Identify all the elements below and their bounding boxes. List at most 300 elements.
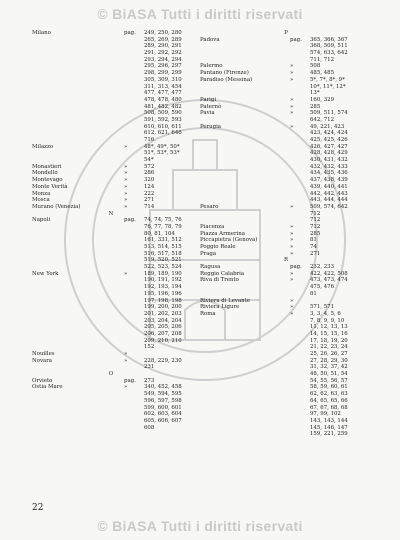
index-continuation bbox=[200, 197, 372, 204]
page-references: 320 bbox=[144, 177, 155, 184]
index-continuation bbox=[32, 43, 190, 50]
page-references: 443, 444, 444 bbox=[310, 197, 348, 204]
page-references: 477, 477, 477 bbox=[144, 90, 182, 97]
index-continuation bbox=[200, 170, 372, 177]
page-marker: » bbox=[124, 190, 128, 197]
index-entry bbox=[32, 271, 190, 278]
page-references: 368, 509, 511 bbox=[310, 43, 348, 50]
page-references: 13* bbox=[310, 90, 320, 97]
page-references: 249, 250, 280 bbox=[144, 30, 182, 36]
page-marker: » bbox=[124, 183, 128, 190]
page-references: 3, 3, 4, 5, 6 bbox=[310, 310, 341, 317]
index-continuation bbox=[32, 50, 190, 57]
page-marker: » bbox=[290, 76, 294, 83]
index-continuation bbox=[32, 244, 190, 251]
index-continuation bbox=[32, 391, 190, 398]
page-references: 97, 99, 102 bbox=[310, 411, 341, 418]
page-references: 286 bbox=[144, 170, 155, 177]
page-references: 712 bbox=[310, 217, 321, 224]
place-name: Palermo bbox=[200, 63, 223, 70]
index-continuation bbox=[200, 144, 372, 151]
index-continuation bbox=[32, 291, 190, 298]
page-references: 428, 428, 429 bbox=[310, 150, 348, 157]
index-continuation bbox=[200, 358, 372, 365]
page-references: 509, 574, 642 bbox=[310, 203, 348, 210]
index-continuation bbox=[200, 150, 372, 157]
page-references: 160, 329 bbox=[310, 96, 335, 103]
index-entry bbox=[32, 384, 190, 391]
page-references: 712 bbox=[310, 210, 321, 217]
place-name: Riviera di Levante bbox=[200, 297, 250, 304]
index-entry bbox=[32, 144, 190, 151]
index-entry bbox=[32, 30, 190, 37]
page-marker: » bbox=[290, 244, 294, 250]
page-references: 608 bbox=[144, 424, 155, 431]
place-name: Napoli bbox=[32, 217, 51, 224]
index-continuation bbox=[200, 157, 372, 164]
page-references: 17, 18, 19, 20 bbox=[310, 337, 348, 344]
index-continuation bbox=[200, 291, 372, 298]
page-marker: » bbox=[290, 297, 294, 304]
page-references: 422, 422, 508 bbox=[310, 270, 348, 277]
page-references: 232, 233 bbox=[310, 264, 335, 271]
page-references: 49, 221, 423 bbox=[310, 123, 345, 130]
page-marker: » bbox=[290, 63, 294, 70]
page-references: 203, 204, 204 bbox=[144, 317, 182, 324]
index-continuation bbox=[32, 37, 190, 44]
page-references: 571, 571 bbox=[310, 304, 335, 311]
place-name: Riva di Trento bbox=[200, 277, 239, 284]
page-references: 591, 592, 593 bbox=[144, 116, 182, 123]
index-entry bbox=[32, 191, 190, 198]
page-marker: » bbox=[290, 230, 294, 237]
index-entry bbox=[200, 204, 372, 211]
index-continuation bbox=[32, 405, 190, 412]
place-name: Ostia Mare bbox=[32, 384, 63, 391]
index-continuation bbox=[200, 57, 372, 64]
page-references: 285 bbox=[310, 103, 321, 110]
index-continuation bbox=[200, 378, 372, 385]
page-references: 549, 594, 595 bbox=[144, 391, 182, 398]
page-references: 81 bbox=[310, 290, 317, 297]
page-references: 206, 207, 208 bbox=[144, 330, 182, 337]
page-references: 21, 22, 23, 24 bbox=[310, 344, 348, 351]
page-references: 365, 366, 367 bbox=[310, 36, 348, 43]
index-continuation bbox=[32, 70, 190, 77]
place-name: Milazzo bbox=[32, 143, 54, 150]
page-references: 195, 196, 196 bbox=[144, 290, 182, 297]
page-references: 265, 269, 289 bbox=[144, 36, 182, 43]
place-name: Reggio Calabria bbox=[200, 270, 245, 277]
index-continuation bbox=[200, 90, 372, 97]
index-continuation bbox=[32, 84, 190, 91]
page-marker: » bbox=[290, 70, 294, 77]
page-references: 159, 221, 259 bbox=[310, 431, 348, 438]
index-entry bbox=[32, 204, 190, 211]
index-entry bbox=[32, 164, 190, 171]
watermark-bottom: © BiASA Tutti i diritti riservati bbox=[97, 518, 303, 534]
page-references: 54* bbox=[144, 157, 154, 164]
index-entry bbox=[32, 217, 190, 224]
page-references: 199, 200, 200 bbox=[144, 304, 182, 311]
page-references: 716 bbox=[144, 137, 155, 143]
page-marker: » bbox=[290, 304, 294, 311]
index-entry bbox=[200, 304, 372, 311]
page-references: 481, 482, 482 bbox=[144, 103, 182, 110]
index-entry bbox=[32, 197, 190, 204]
page-marker: pag. bbox=[124, 30, 136, 36]
index-continuation bbox=[32, 150, 190, 157]
page-references: 5*, 7*, 8*, 9* bbox=[310, 76, 345, 83]
index-continuation bbox=[200, 130, 372, 137]
place-name: Parigi bbox=[200, 96, 217, 103]
page-references: 80, 81, 104 bbox=[144, 230, 175, 237]
index-continuation bbox=[200, 184, 372, 191]
page-references: 161, 331, 512 bbox=[144, 237, 182, 244]
place-name: Montevago bbox=[32, 177, 63, 184]
page-marker: » bbox=[124, 177, 128, 184]
page-references: 574, 633, 642 bbox=[310, 50, 348, 57]
page-references: 513, 514, 515 bbox=[144, 244, 182, 250]
page-references: 642, 712 bbox=[310, 116, 335, 123]
place-name: Pantano (Firenze) bbox=[200, 70, 249, 77]
index-entry bbox=[32, 351, 190, 358]
section-letter: P bbox=[284, 30, 288, 36]
page-references: 434, 435, 436 bbox=[310, 170, 348, 177]
page-references: 610, 610, 611 bbox=[144, 123, 182, 130]
page-marker: » bbox=[290, 96, 294, 103]
page-marker: » bbox=[124, 351, 128, 357]
index-continuation bbox=[32, 364, 190, 371]
page-references: 519, 520, 521 bbox=[144, 257, 182, 264]
page-references: 432, 432, 433 bbox=[310, 163, 348, 170]
place-name: Roma bbox=[200, 310, 216, 317]
page-references: 508, 509, 590 bbox=[144, 110, 182, 117]
page-references: 298, 299, 299 bbox=[144, 70, 182, 77]
page-marker: pag. bbox=[290, 36, 302, 43]
index-continuation bbox=[200, 371, 372, 378]
section-letter: O bbox=[108, 371, 114, 378]
index-continuation bbox=[32, 77, 190, 84]
index-continuation bbox=[32, 157, 190, 164]
page-marker: » bbox=[290, 250, 294, 257]
index-continuation bbox=[32, 418, 190, 425]
page-marker: » bbox=[290, 237, 294, 244]
place-name: Piacenza bbox=[200, 223, 225, 230]
index-entry bbox=[200, 124, 372, 131]
page-number: 22 bbox=[32, 503, 44, 513]
page-references: 602, 603, 604 bbox=[144, 411, 182, 418]
index-continuation bbox=[200, 338, 372, 345]
place-name: Milano bbox=[32, 30, 51, 36]
index-continuation bbox=[32, 344, 190, 351]
page-marker: » bbox=[124, 143, 128, 150]
index-continuation bbox=[32, 338, 190, 345]
page-references: 437, 438, 439 bbox=[310, 177, 348, 184]
index-continuation bbox=[32, 311, 190, 318]
index-continuation bbox=[32, 97, 190, 104]
index-continuation bbox=[200, 391, 372, 398]
index-entry bbox=[32, 378, 190, 385]
page-references: 228, 229, 230 bbox=[144, 357, 182, 364]
index-continuation bbox=[200, 43, 372, 50]
page-references: 439, 440, 441 bbox=[310, 183, 348, 190]
page-references: 430, 431, 432 bbox=[310, 157, 348, 164]
page-references: 712 bbox=[310, 223, 321, 230]
index-continuation bbox=[32, 284, 190, 291]
page-references: 485, 485 bbox=[310, 70, 335, 77]
index-entry bbox=[200, 37, 372, 44]
page-marker: » bbox=[290, 270, 294, 277]
page-marker: » bbox=[124, 384, 128, 391]
page-marker: » bbox=[290, 110, 294, 117]
place-name: Murano (Venezia) bbox=[32, 203, 81, 210]
page-references: 273 bbox=[144, 377, 155, 384]
place-name: Piazza Armerina bbox=[200, 230, 245, 237]
place-name: Pesaro bbox=[200, 203, 219, 210]
page-references: 64, 65, 65, 66 bbox=[310, 397, 348, 404]
page-references: 605, 606, 607 bbox=[144, 417, 182, 424]
index-continuation bbox=[200, 84, 372, 91]
page-references: 48, 50, 51, 54 bbox=[310, 371, 348, 378]
index-entry bbox=[200, 224, 372, 231]
index-entry bbox=[200, 110, 372, 117]
place-name: Novara bbox=[32, 357, 53, 364]
page-marker: » bbox=[290, 310, 294, 317]
page-references: 340, 452, 458 bbox=[144, 384, 182, 391]
page-marker: pag. bbox=[124, 217, 136, 224]
index-continuation bbox=[32, 298, 190, 305]
place-name: Paternò bbox=[200, 103, 222, 110]
index-entry bbox=[200, 277, 372, 284]
index-continuation bbox=[200, 384, 372, 391]
page-references: 190, 191, 192 bbox=[144, 277, 182, 284]
index-continuation bbox=[200, 351, 372, 358]
index-entry bbox=[200, 271, 372, 278]
index-continuation bbox=[32, 304, 190, 311]
index-entry bbox=[200, 104, 372, 111]
place-name: Riviera Ligure bbox=[200, 304, 240, 311]
page-references: 289, 290, 291 bbox=[144, 43, 182, 50]
index-continuation bbox=[32, 264, 190, 271]
index-entry bbox=[200, 97, 372, 104]
index-continuation bbox=[200, 405, 372, 412]
index-continuation bbox=[32, 117, 190, 124]
index-continuation bbox=[200, 418, 372, 425]
page-references: 67, 67, 68, 68 bbox=[310, 404, 348, 411]
place-name: New York bbox=[32, 270, 59, 277]
index-continuation bbox=[32, 318, 190, 325]
page-references: 271 bbox=[144, 197, 155, 204]
place-name: Padova bbox=[200, 36, 220, 43]
page-references: 293, 294, 294 bbox=[144, 56, 182, 63]
index-entry bbox=[200, 237, 372, 244]
page-marker: » bbox=[290, 223, 294, 230]
page-marker: » bbox=[124, 357, 128, 364]
page-references: 599, 600, 601 bbox=[144, 404, 182, 411]
page-references: 201, 202, 203 bbox=[144, 310, 182, 317]
index-continuation bbox=[32, 277, 190, 284]
page-references: 51*, 53*, 53* bbox=[144, 150, 180, 157]
index-entry bbox=[32, 170, 190, 177]
page-references: 425, 425, 426 bbox=[310, 137, 348, 143]
place-name: Pavia bbox=[200, 110, 215, 117]
page-references: 711, 712 bbox=[310, 56, 335, 63]
page-references: 74 bbox=[310, 244, 317, 250]
index-entry bbox=[32, 184, 190, 191]
index-continuation bbox=[32, 257, 190, 264]
page-references: 54, 55, 56, 57 bbox=[310, 377, 348, 384]
index-entry bbox=[200, 298, 372, 305]
page-references: 27, 28, 29, 30 bbox=[310, 357, 348, 364]
place-name: Poggio Reale bbox=[200, 244, 236, 250]
page-marker: » bbox=[124, 197, 128, 204]
place-name: Orvieto bbox=[32, 377, 53, 384]
page-references: 145, 146, 147 bbox=[310, 424, 348, 431]
index-column-right bbox=[200, 30, 372, 438]
index-continuation bbox=[32, 425, 190, 432]
place-name: Mosca bbox=[32, 197, 50, 204]
page-references: 31, 32, 37, 42 bbox=[310, 364, 348, 371]
page-references: 612, 621, 646 bbox=[144, 130, 182, 137]
page-references: 197, 198, 198 bbox=[144, 297, 182, 304]
page-references: 209, 210, 210 bbox=[144, 337, 182, 344]
page-references: 76, 77, 78, 79 bbox=[144, 223, 182, 230]
page-references: 516, 517, 518 bbox=[144, 250, 182, 257]
page-references: 442, 442, 443 bbox=[310, 190, 348, 197]
page-marker: » bbox=[290, 203, 294, 210]
page-references: 11, 12, 13, 13 bbox=[310, 324, 348, 331]
page-marker: pag. bbox=[124, 377, 136, 384]
place-name: Piccapietra (Genova) bbox=[200, 237, 258, 244]
index-continuation bbox=[200, 431, 372, 438]
index-column-left bbox=[32, 30, 190, 431]
place-name: Praga bbox=[200, 250, 217, 257]
page-references: 423, 424, 424 bbox=[310, 130, 348, 137]
page-references: 192, 193, 194 bbox=[144, 284, 182, 291]
page-references: 124 bbox=[144, 183, 155, 190]
index-continuation bbox=[200, 50, 372, 57]
index-entry bbox=[200, 251, 372, 258]
index-entry bbox=[200, 311, 372, 318]
page-marker: » bbox=[124, 163, 128, 170]
page-references: 295, 296, 297 bbox=[144, 63, 182, 70]
index-continuation bbox=[32, 104, 190, 111]
index-continuation bbox=[32, 124, 190, 131]
page-marker: » bbox=[290, 277, 294, 284]
index-entry bbox=[32, 177, 190, 184]
page-marker: » bbox=[124, 203, 128, 210]
index-entry bbox=[200, 264, 372, 271]
place-name: Nouilles bbox=[32, 351, 55, 357]
page-references: 7, 8, 9, 9, 10 bbox=[310, 317, 345, 324]
place-name: Monza bbox=[32, 190, 51, 197]
page-marker: » bbox=[290, 123, 294, 130]
index-entry bbox=[32, 358, 190, 365]
page-references: 473, 473, 474 bbox=[310, 277, 348, 284]
index-continuation bbox=[200, 331, 372, 338]
index-continuation bbox=[32, 231, 190, 238]
page-references: 14, 15, 15, 16 bbox=[310, 330, 348, 337]
place-name: Ragusa bbox=[200, 264, 221, 271]
page-marker: » bbox=[124, 170, 128, 177]
place-name: Mondello bbox=[32, 170, 58, 177]
page-references: 48*, 49*, 50* bbox=[144, 143, 180, 150]
index-entry bbox=[200, 77, 372, 84]
page-references: 58, 59, 60, 61 bbox=[310, 384, 348, 391]
page-references: 714 bbox=[144, 203, 155, 210]
page-references: 285 bbox=[310, 230, 321, 237]
page-references: 231 bbox=[144, 364, 155, 371]
page-references: 475, 476 bbox=[310, 284, 335, 291]
index-continuation bbox=[32, 130, 190, 137]
page-references: 596, 597, 598 bbox=[144, 397, 182, 404]
index-entry bbox=[200, 244, 372, 251]
page-references: 62, 62, 63, 63 bbox=[310, 391, 348, 398]
index-continuation bbox=[32, 411, 190, 418]
index-continuation bbox=[200, 425, 372, 432]
index-continuation bbox=[32, 224, 190, 231]
index-continuation bbox=[200, 318, 372, 325]
page-references: 152 bbox=[144, 344, 155, 351]
index-continuation bbox=[200, 344, 372, 351]
watermark-top: © BiASA Tutti i diritti riservati bbox=[97, 6, 303, 22]
page-marker: pag. bbox=[290, 264, 302, 271]
index-entry bbox=[200, 70, 372, 77]
page-references: 478, 478, 480 bbox=[144, 96, 182, 103]
page-references: 522, 523, 524 bbox=[144, 264, 182, 271]
index-continuation bbox=[32, 251, 190, 258]
index-continuation bbox=[32, 110, 190, 117]
place-name: Monastieri bbox=[32, 163, 62, 170]
index-continuation bbox=[32, 90, 190, 97]
index-continuation bbox=[32, 398, 190, 405]
page-references: 143, 143, 144 bbox=[310, 417, 348, 424]
section-letter: N bbox=[108, 210, 114, 217]
page-references: 74, 74, 75, 76 bbox=[144, 217, 182, 224]
page-references: 25, 26, 26, 27 bbox=[310, 351, 348, 357]
page-references: 10*, 11*, 12* bbox=[310, 83, 346, 90]
page-references: 222 bbox=[144, 190, 155, 197]
index-continuation bbox=[200, 398, 372, 405]
index-continuation bbox=[200, 284, 372, 291]
page-references: 81 bbox=[310, 237, 317, 244]
page-references: 572 bbox=[144, 163, 155, 170]
index-continuation bbox=[32, 63, 190, 70]
index-continuation bbox=[200, 364, 372, 371]
page-references: 271 bbox=[310, 250, 321, 257]
index-continuation bbox=[32, 237, 190, 244]
index-continuation bbox=[32, 137, 190, 144]
place-name: Paradiso (Messina) bbox=[200, 76, 253, 83]
index-continuation bbox=[200, 117, 372, 124]
section-letter: R bbox=[283, 257, 289, 264]
page-references: 189, 189, 190 bbox=[144, 270, 182, 277]
page-references: 311, 313, 454 bbox=[144, 83, 182, 90]
page-references: 205, 205, 206 bbox=[144, 324, 182, 331]
place-name: Perugia bbox=[200, 123, 222, 130]
index-continuation bbox=[32, 324, 190, 331]
index-continuation bbox=[200, 164, 372, 171]
index-continuation bbox=[32, 57, 190, 64]
page-marker: » bbox=[124, 270, 128, 277]
index-continuation bbox=[200, 324, 372, 331]
index-continuation bbox=[200, 217, 372, 224]
page-references: 305, 309, 310 bbox=[144, 76, 182, 83]
page-references: 509, 511, 574 bbox=[310, 110, 348, 117]
page-references: 426, 427, 427 bbox=[310, 143, 348, 150]
index-continuation bbox=[32, 331, 190, 338]
